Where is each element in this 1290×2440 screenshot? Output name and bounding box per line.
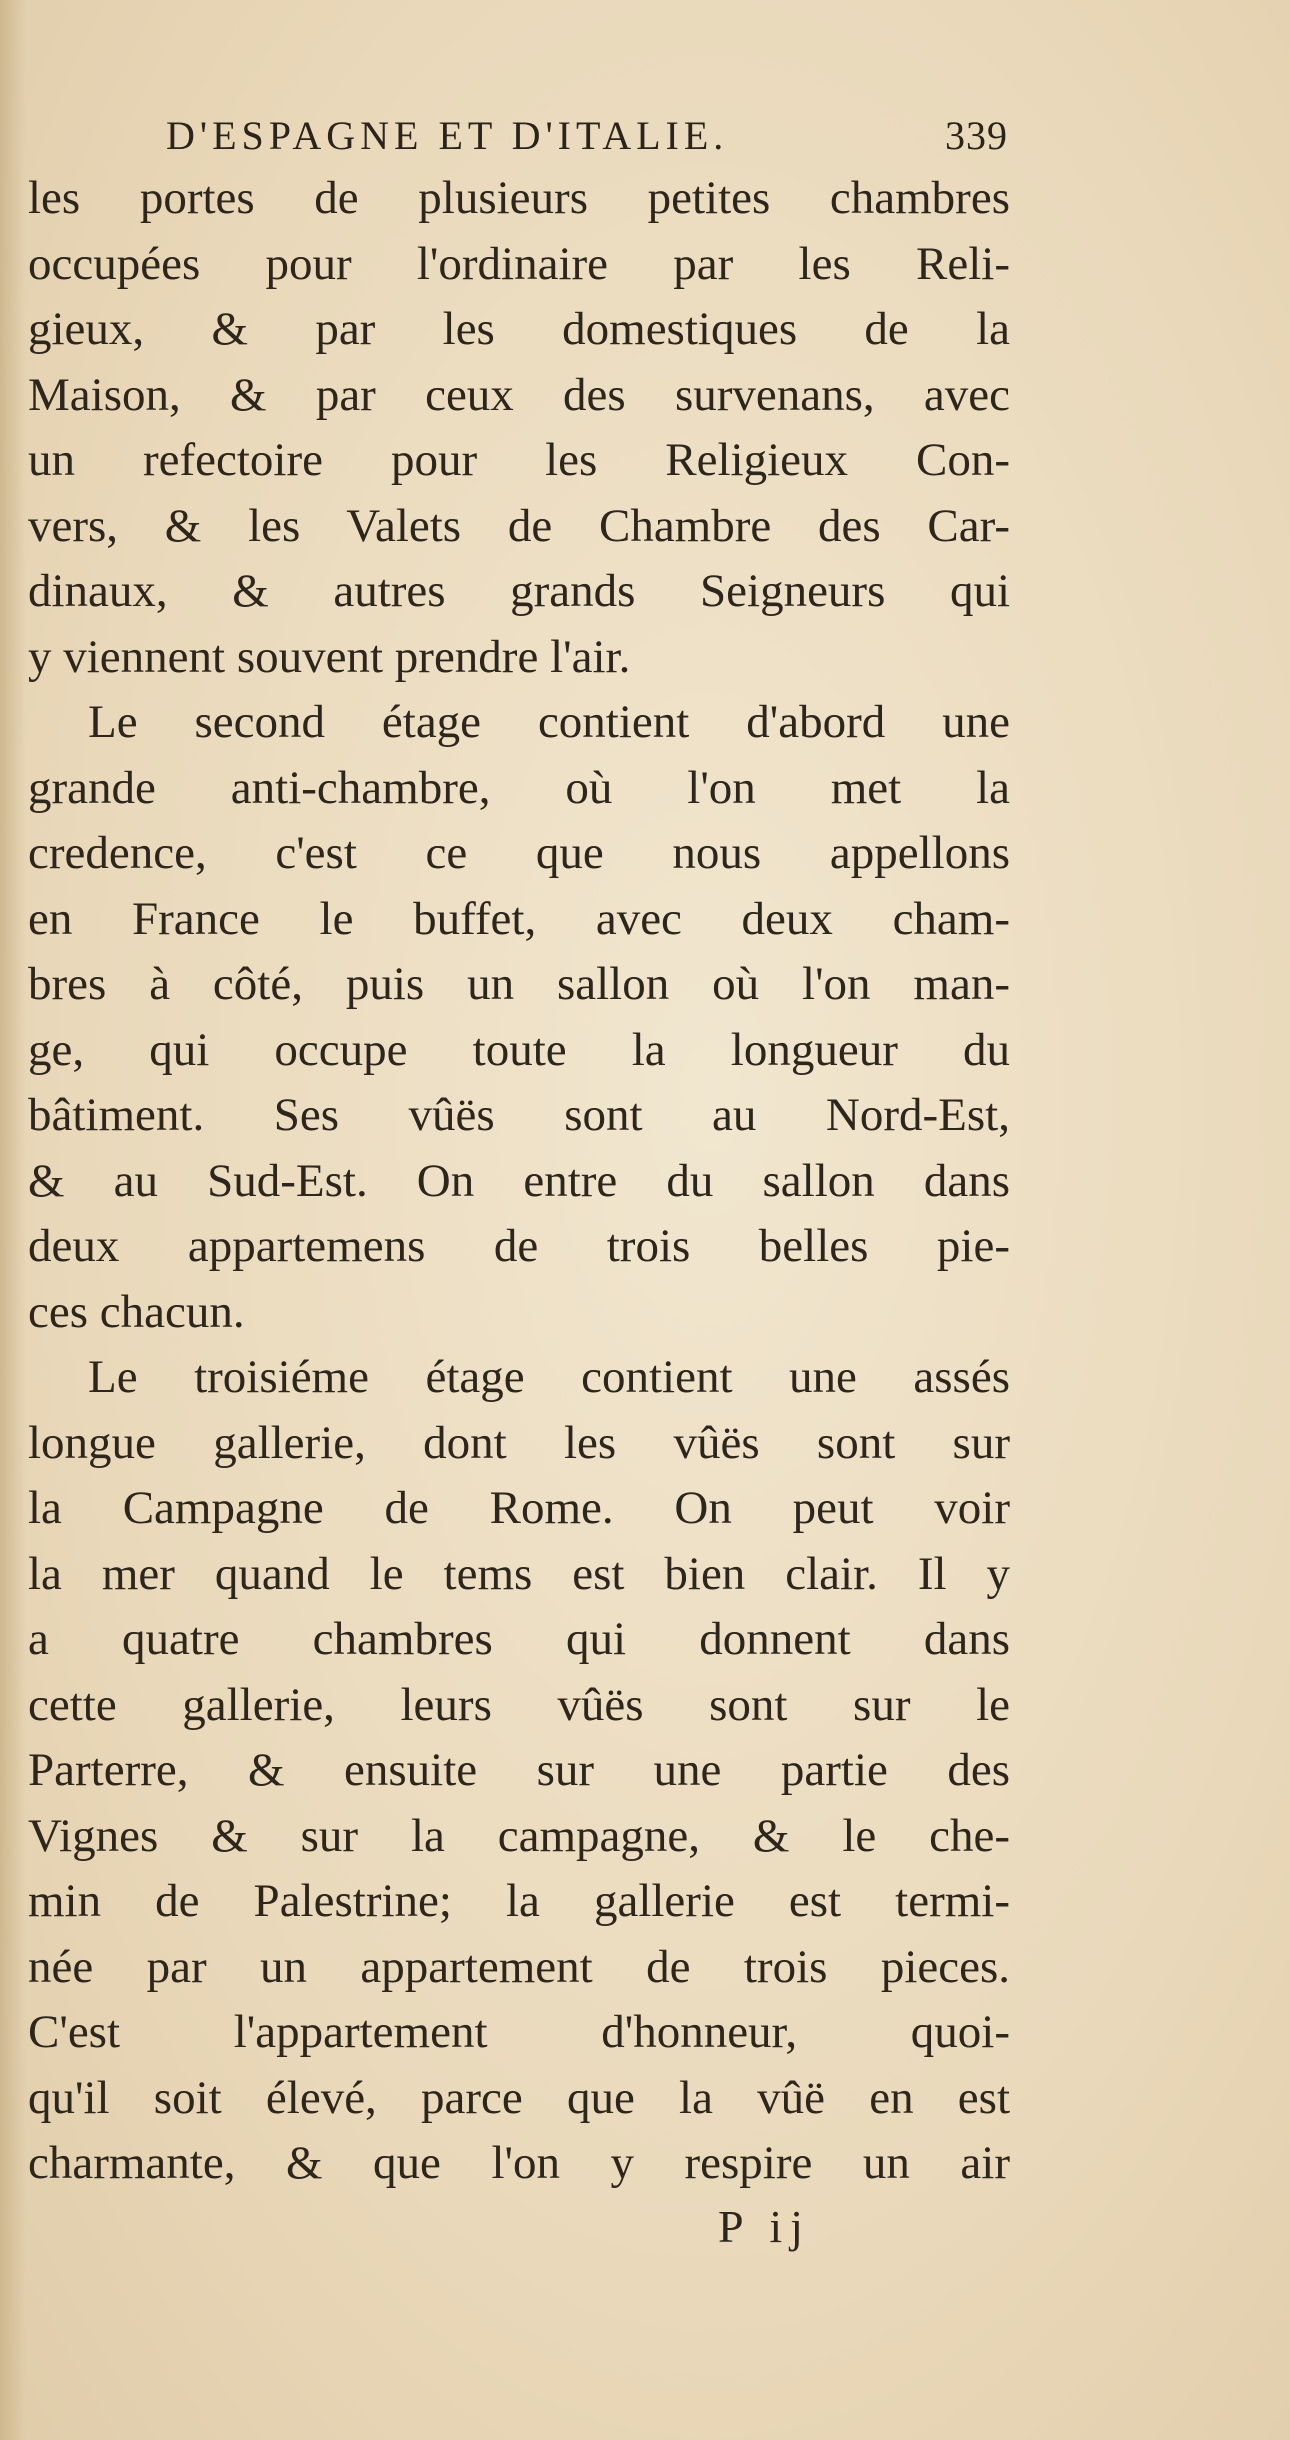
text-line: gieux, & par les domestiques de la	[28, 303, 1010, 355]
text-block	[28, 112, 1010, 2257]
text-line: credence, c'est ce que nous appellons	[28, 827, 1010, 879]
text-line: charmante, & que l'on y respire un air	[28, 2137, 1010, 2189]
gutter-shadow	[0, 0, 26, 2440]
text-line: née par un appartement de trois pieces.	[28, 1940, 1010, 1993]
text-line: cette gallerie, leurs vûës sont sur le	[28, 1678, 1010, 1731]
text-line: grande anti-chambre, où l'on met la	[28, 761, 1010, 814]
text-line: en France le buffet, avec deux cham-	[28, 892, 1010, 945]
text-line: dinaux, & autres grands Seigneurs qui	[28, 565, 1010, 617]
text-line: bres à côté, puis un sallon où l'on man-	[28, 958, 1010, 1010]
text-line: a quatre chambres qui donnent dans	[28, 1613, 1010, 1665]
text-line: Le second étage contient d'abord une	[88, 696, 1010, 748]
text-line: y viennent souvent prendre l'air.	[28, 630, 631, 683]
text-line: les portes de plusieurs petites chambres	[28, 172, 1010, 224]
text-line: bâtiment. Ses vûës sont au Nord-Est,	[28, 1089, 1010, 1141]
text-line: un refectoire pour les Religieux Con-	[28, 434, 1010, 486]
text-line: qu'il soit élevé, parce que la vûë en est	[28, 2071, 1010, 2124]
text-line: la mer quand le tems est bien clair. Il y	[28, 1547, 1010, 1600]
text-line: Maison, & par ceux des survenans, avec	[28, 368, 1010, 421]
text-line: ge, qui occupe toute la longueur du	[28, 1023, 1010, 1076]
text-line: Parterre, & ensuite sur une partie des	[28, 1744, 1010, 1796]
text-line: min de Palestrine; la gallerie est termi-	[28, 1875, 1010, 1927]
text-line: longue gallerie, dont les vûës sont sur	[28, 1416, 1010, 1469]
text-line: & au Sud-Est. On entre du sallon dans	[28, 1154, 1010, 1207]
page-number: 339	[945, 113, 1008, 158]
text-line: deux appartemens de trois belles pie-	[28, 1220, 1010, 1272]
text-line: vers, & les Valets de Chambre des Car-	[28, 499, 1010, 552]
text-line: C'est l'appartement d'honneur, quoi-	[28, 2006, 1010, 2058]
text-line: occupées pour l'ordinaire par les Reli-	[28, 237, 1010, 290]
running-head	[28, 112, 1010, 164]
text-line: Vignes & sur la campagne, & le che-	[28, 1809, 1010, 1862]
text-line: la Campagne de Rome. On peut voir	[28, 1482, 1010, 1534]
running-head-title: D'ESPAGNE ET D'ITALIE.	[166, 113, 729, 158]
signature-mark: P ij	[718, 2200, 811, 2252]
text-line: ces chacun.	[28, 1285, 245, 1338]
text-line: Le troisiéme étage contient une assés	[88, 1351, 1010, 1403]
